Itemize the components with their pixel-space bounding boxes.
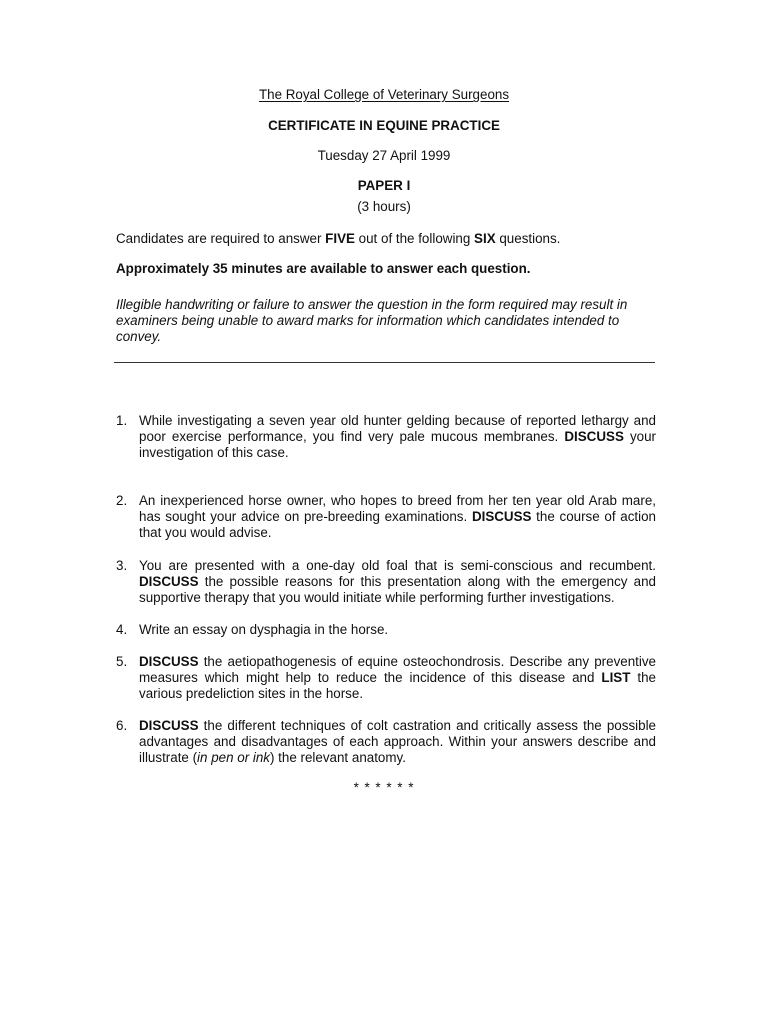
question-4 xyxy=(116,622,656,638)
question-number: 5. xyxy=(116,654,128,669)
paper-title: PAPER I xyxy=(357,178,411,193)
question-number: 2. xyxy=(116,493,128,508)
question-1 xyxy=(116,413,656,461)
question-3 xyxy=(116,558,656,606)
question-text: DISCUSS the aetiopathogenesis of equine osteochondrosis. Describe any preventive measures which might help to reduce the incidence of this disease and LIST the various predeliction sites in the horse. xyxy=(139,654,656,701)
question-text: Write an essay on dysphagia in the horse. xyxy=(139,622,389,637)
question-number: 1. xyxy=(116,413,128,428)
college-name: The Royal College of Veterinary Surgeons xyxy=(258,87,510,102)
question-number: 6. xyxy=(116,718,128,733)
question-text: You are presented with a one-day old foal that is semi-conscious and recumbent. DISCUSS the possible reasons for this presentation along with the emergency and supportive therapy that you would initiate while performing further investigations. xyxy=(139,558,656,605)
end-of-paper-stars: * * * * * * xyxy=(353,780,415,795)
question-text: An inexperienced horse owner, who hopes to breed from her ten year old Arab mare, has sought your advice on pre-breeding examinations. DISCUSS the course of action that you would advise. xyxy=(139,493,656,540)
paper-duration: (3 hours) xyxy=(357,199,411,214)
question-5 xyxy=(116,654,656,702)
question-number: 4. xyxy=(116,622,128,637)
question-2 xyxy=(116,493,656,541)
question-text: DISCUSS the different techniques of colt castration and critically assess the possible advantages and disadvantages of each approach. Within your answers describe and illustrate (in pen or ink) the relevant anatomy. xyxy=(139,718,656,765)
time-note: Approximately 35 minutes are available to answer each question. xyxy=(116,261,531,276)
question-text: While investigating a seven year old hunter gelding because of reported lethargy and poor exercise performance, you find very pale mucous membranes. DISCUSS your investigation of this case. xyxy=(139,413,656,460)
certificate-title: CERTIFICATE IN EQUINE PRACTICE xyxy=(268,118,500,133)
question-number: 3. xyxy=(116,558,128,573)
exam-date: Tuesday 27 April 1999 xyxy=(317,148,451,163)
five-emphasis: FIVE xyxy=(325,231,355,246)
six-emphasis: SIX xyxy=(474,231,496,246)
section-divider xyxy=(114,362,655,363)
handwriting-warning: Illegible handwriting or failure to answer the question in the form required may result in examiners being unable to award marks for information which candidates intended to convey. xyxy=(116,297,628,344)
answer-instruction: Candidates are required to answer FIVE out of the following SIX questions. xyxy=(116,231,561,246)
question-6 xyxy=(116,718,656,766)
